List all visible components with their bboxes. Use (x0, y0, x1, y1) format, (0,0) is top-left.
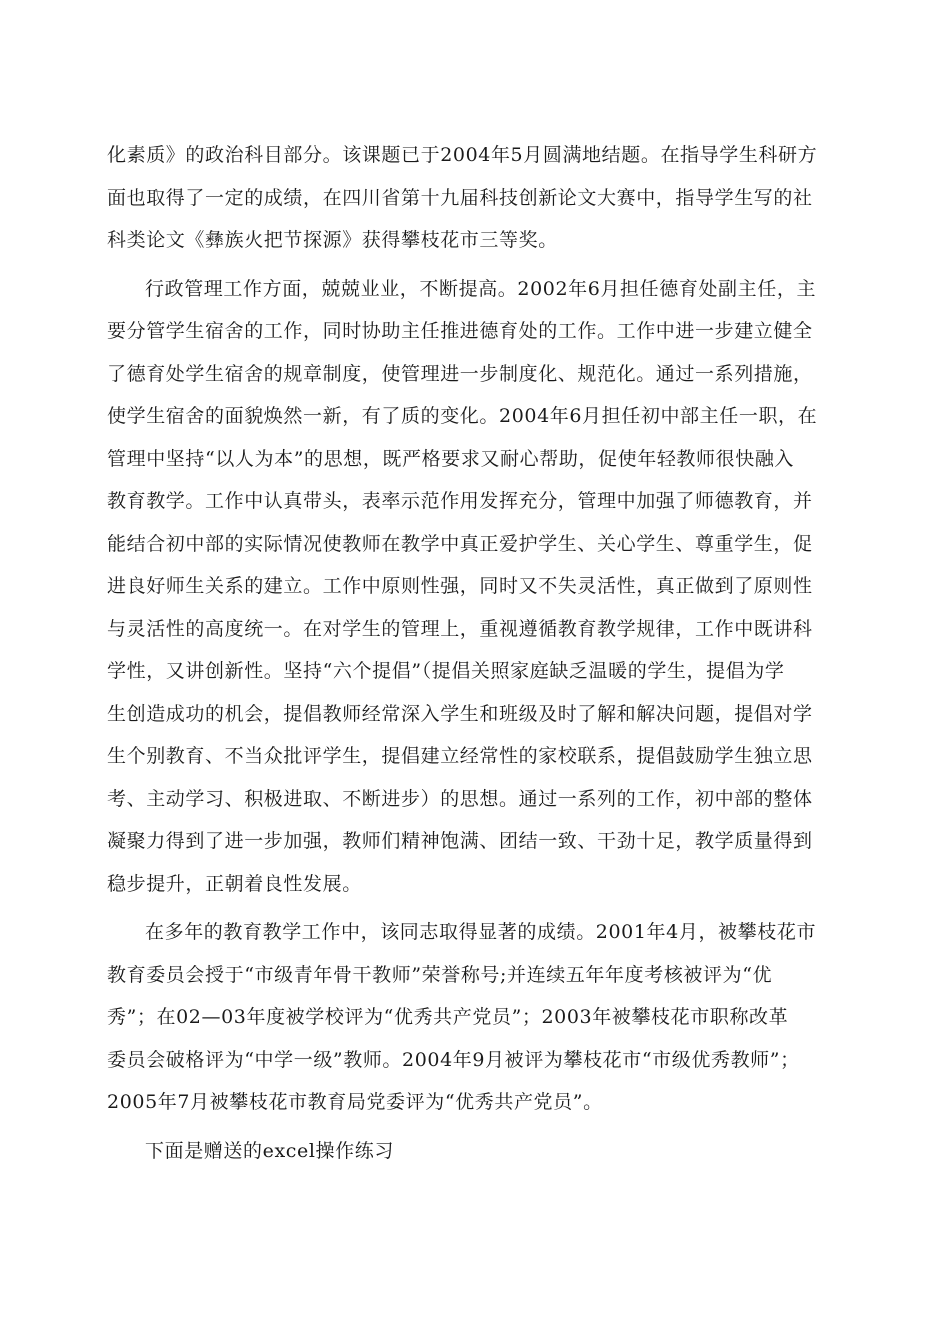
text-line: 要分管学生宿舍的工作，同时协助主任推进德育处的工作。工作中进一步建立健全 (107, 320, 813, 342)
text-line: 考、主动学习、积极进取、不断进步）的思想。通过一系列的工作，初中部的整体 (107, 787, 813, 810)
text-line: 了德育处学生宿舍的规章制度，使管理进一步制度化、规范化。通过一系列措施， (107, 362, 813, 385)
text-line: 教育教学。工作中认真带头，表率示范作用发挥充分，管理中加强了师德教育，并 (107, 490, 813, 512)
text-line: 管理中坚持“以人为本”的思想，既严格要求又耐心帮助，促使年轻教师很快融入 (107, 447, 795, 470)
paragraph (107, 268, 852, 906)
text-line: 委员会破格评为“中学一级”教师。2004年9月被评为攀枝花市“市级优秀教师”； (107, 1048, 800, 1071)
text-line: 秀”；在02—03年度被学校评为“优秀共产党员”；2003年被攀枝花市职称改革 (107, 1006, 789, 1028)
paragraph (107, 134, 852, 262)
text-line: 面也取得了一定的成绩，在四川省第十九届科技创新论文大赛中，指导学生写的社 (107, 186, 813, 209)
text-line: 与灵活性的高度统一。在对学生的管理上，重视遵循教育教学规律，工作中既讲科 (107, 617, 813, 640)
text-line: 生个别教育、不当众批评学生，提倡建立经常性的家校联系，提倡鼓励学生独立思 (107, 745, 813, 767)
document-body (107, 134, 852, 1172)
text-line: 使学生宿舍的面貌焕然一新，有了质的变化。2004年6月担任初中部主任一职，在 (107, 405, 818, 427)
text-line: 教育委员会授于“市级青年骨干教师”荣誉称号;并连续五年年度考核被评为“优 (107, 963, 773, 986)
text-line: 2005年7月被攀枝花市教育局党委评为“优秀共产党员”。 (107, 1091, 603, 1113)
text-line: 学性，又讲创新性。坚持“六个提倡”（提倡关照家庭缺乏温暖的学生，提倡为学 (107, 660, 785, 682)
text-line: 行政管理工作方面，兢兢业业，不断提高。2002年6月担任德育处副主任，主 (145, 277, 817, 300)
text-line: 科类论文《彝族火把节探源》获得攀枝花市三等奖。 (107, 229, 558, 251)
text-line: 化素质》的政治科目部分。该课题已于2004年5月圆满地结题。在指导学生科研方 (107, 144, 818, 166)
text-line: 稳步提升，正朝着良性发展。 (107, 872, 362, 895)
paragraph (107, 1130, 852, 1173)
text-line: 能结合初中部的实际情况使教师在教学中真正爱护学生、关心学生、尊重学生，促 (107, 532, 813, 555)
text-line: 凝聚力得到了进一步加强，教师们精神饱满、团结一致、干劲十足，教学质量得到 (107, 830, 813, 852)
text-line: 在多年的教育教学工作中，该同志取得显著的成绩。2001年4月，被攀枝花市 (145, 921, 817, 943)
text-line: 生创造成功的机会，提倡教师经常深入学生和班级及时了解和解决问题，提倡对学 (107, 702, 813, 725)
paragraph (107, 911, 852, 1124)
text-line: 下面是赠送的excel操作练习 (145, 1139, 394, 1162)
text-line: 进良好师生关系的建立。工作中原则性强，同时又不失灵活性，真正做到了原则性 (107, 575, 813, 597)
